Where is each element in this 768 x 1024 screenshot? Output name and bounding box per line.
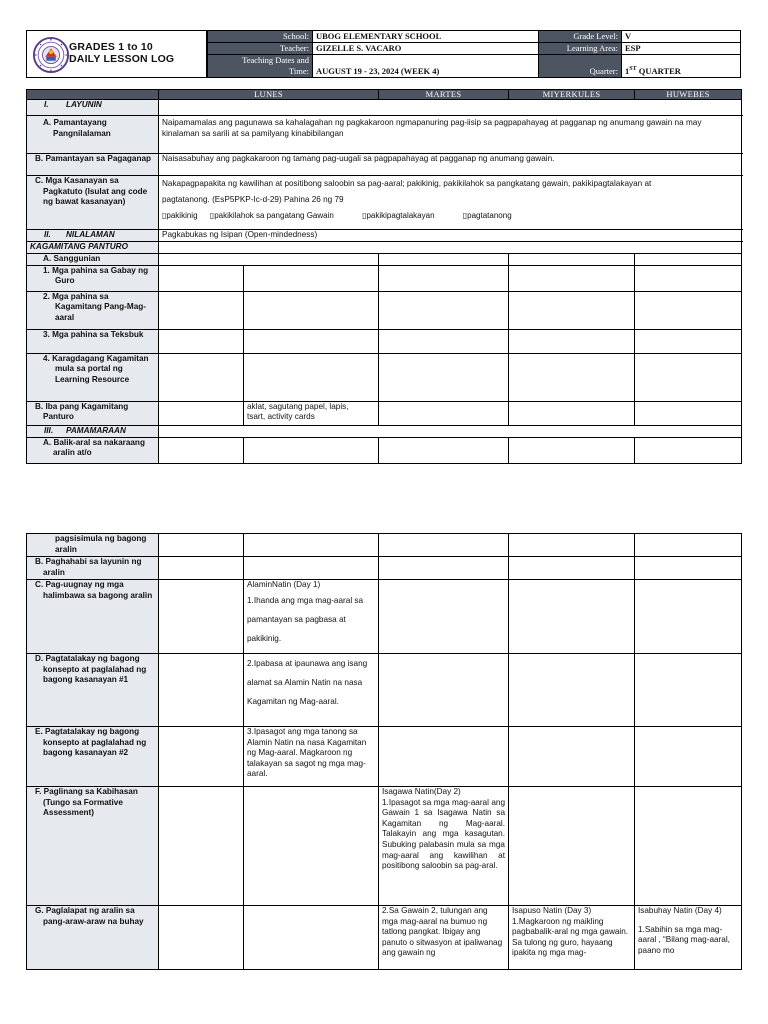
cell bbox=[159, 437, 244, 463]
cell bbox=[509, 437, 635, 463]
section-pamamaraan-row bbox=[27, 425, 742, 437]
kasanayan-sa-pagkatuto-label: C. Mga Kasanayan sa Pagkatuto (Isulat ang code ng bawat kasanayan) bbox=[27, 176, 159, 230]
kagamitang-pang-mag-aaral-label: 2. Mga pahina sa Kagamitang Pang-Mag-aaral bbox=[27, 291, 159, 329]
school-label: School: bbox=[208, 31, 313, 43]
pag-uugnay-label: C. Pag-uugnay ng mga halimbawa sa bagong aralin bbox=[27, 580, 159, 654]
kasanayan-text-1: Nakapagpapakita ng kawilihan at positibong saloobin sa pag-aaral; pakikinig, pakikilahok sa pangkatang gawain, pakikipagtalakayan at bbox=[162, 179, 652, 188]
section-layunin-roman: I. bbox=[44, 100, 49, 109]
cell bbox=[244, 265, 379, 291]
paglinang-label: F. Paglinang sa Kabihasan (Tungo sa Formative Assessment) bbox=[27, 787, 159, 906]
kasanayan-sa-pagkatuto-text bbox=[159, 176, 742, 230]
cell bbox=[159, 254, 379, 266]
cell bbox=[159, 654, 244, 727]
cell bbox=[244, 291, 379, 329]
cell bbox=[159, 265, 244, 291]
pag-uugnay-martes-1: AlaminNatin (Day 1) bbox=[247, 580, 321, 589]
day-header-lunes: LUNES bbox=[159, 90, 379, 100]
cell bbox=[159, 534, 244, 557]
pamantayang-pangnilalaman-text bbox=[159, 116, 742, 154]
cell bbox=[159, 291, 244, 329]
paglinang-row bbox=[27, 787, 742, 906]
balik-aral-label: A. Balik-aral sa nakaraang aralin at/o bbox=[27, 437, 159, 463]
lesson-log-table-page1 bbox=[26, 89, 742, 464]
teacher-value: GIZELLE S. VACARO bbox=[313, 43, 539, 55]
cell bbox=[635, 557, 742, 580]
cell bbox=[244, 353, 379, 401]
section-layunin-label: LAYUNIN bbox=[66, 100, 102, 109]
cell bbox=[635, 254, 742, 266]
option-pakikipagtalakayan: pakikipagtalakayan bbox=[366, 211, 435, 220]
gabay-ng-guro-label: 1. Mga pahina sa Gabay ng Guro bbox=[27, 265, 159, 291]
cell bbox=[244, 787, 379, 906]
cell bbox=[635, 265, 742, 291]
day-header-row bbox=[27, 90, 742, 100]
checkbox-icon: ▯ bbox=[462, 211, 468, 220]
pagtatalakay-1-row bbox=[27, 654, 742, 727]
option-pakikilahok: pakikilahok sa pangatang Gawain bbox=[214, 211, 334, 220]
cell bbox=[635, 654, 742, 727]
cell bbox=[244, 437, 379, 463]
section-nilalaman-roman: II. bbox=[44, 230, 51, 239]
cell bbox=[244, 329, 379, 353]
section-nilalaman-row bbox=[27, 230, 742, 242]
section-nilalaman-title bbox=[27, 230, 159, 242]
grade-level-value: V bbox=[622, 31, 741, 43]
cell bbox=[159, 727, 244, 787]
cell bbox=[379, 353, 509, 401]
log-title-line2: DAILY LESSON LOG bbox=[69, 53, 175, 65]
pamantayan-sa-pagaganap-row bbox=[27, 154, 742, 176]
cell bbox=[379, 534, 509, 557]
paglalapat-row bbox=[27, 906, 742, 970]
section-nilalaman-label: NILALAMAN bbox=[66, 230, 115, 239]
cell bbox=[159, 401, 244, 425]
pamantayang-pangnilalaman-label: A. Pamantayang Pangnilalaman bbox=[27, 116, 159, 154]
teaching-dates-value: AUGUST 19 - 23, 2024 (WEEK 4) bbox=[313, 55, 539, 78]
cell bbox=[379, 437, 509, 463]
section-layunin-blank bbox=[159, 100, 742, 116]
gabay-ng-guro-row bbox=[27, 265, 742, 291]
learning-area-value: ESP bbox=[622, 43, 741, 55]
paghahabi-row bbox=[27, 557, 742, 580]
pamantayan-sa-pagaganap-label: B. Pamantayan sa Pagaganap bbox=[27, 154, 159, 176]
pagtatalakay-1-label: D. Pagtatalakay ng bagong konsepto at paglalahad ng bagong kasanayan #1 bbox=[27, 654, 159, 727]
section-layunin-title bbox=[27, 100, 159, 116]
sanggunian-label: A. Sanggunian bbox=[27, 254, 159, 266]
cell bbox=[379, 580, 509, 654]
paglalapat-label: G. Paglalapat ng aralin sa pang-araw-araw na buhay bbox=[27, 906, 159, 970]
cell bbox=[509, 254, 635, 266]
quarter-word: QUARTER bbox=[636, 66, 681, 76]
teaching-dates-label-line1: Teaching Dates and bbox=[242, 55, 309, 65]
cell bbox=[509, 291, 635, 329]
lesson-log-table-page2 bbox=[26, 533, 742, 970]
iba-pang-kagamitan-row bbox=[27, 401, 742, 425]
cell bbox=[509, 787, 635, 906]
school-value: UBOG ELEMENTARY SCHOOL bbox=[313, 31, 539, 43]
kagamitang-pang-mag-aaral-row bbox=[27, 291, 742, 329]
cell bbox=[244, 906, 379, 970]
learning-area-label: Learning Area: bbox=[539, 43, 622, 55]
quarter-suffix: ST bbox=[629, 66, 637, 73]
pag-uugnay-martes bbox=[244, 580, 379, 654]
pagtatalakay-2-martes: 3.Ipasagot ang mga tanong sa Alamin Natin na nasa Kagamitan ng Mag-aaral. Magkaroon ng talakayan sa sagot ng mga mag-aaral. bbox=[244, 727, 379, 787]
pamantayan-sa-pagaganap-text: Naisasabuhay ang pagkakaroon ng tamang pag-uugali sa pagpapahayag at pagganap ng anumang gawain. bbox=[159, 154, 742, 176]
kasanayan-text-2: pagtatanong. (EsP5PKP-Ic-d-29) Pahina 26 ng 79 bbox=[162, 195, 344, 204]
teaching-dates-label bbox=[208, 55, 313, 78]
log-title-line1: GRADES 1 to 10 bbox=[69, 41, 153, 53]
balik-aral-row bbox=[27, 437, 742, 463]
cell bbox=[509, 329, 635, 353]
paglalapat-biyernes-2: 1.Sabihin sa mga mag-aaral , “Bilang mag-aaral, paano mo bbox=[638, 924, 730, 955]
day-header-miyerkules: MIYERKULES bbox=[509, 90, 635, 100]
option-pagtatanong: pagtatanong bbox=[467, 211, 512, 220]
quarter-label: Quarter: bbox=[539, 55, 622, 78]
day-header-blank bbox=[27, 90, 159, 100]
teaching-dates-label-line2: Time: bbox=[288, 66, 309, 76]
quarter-number: 1 bbox=[625, 66, 630, 76]
cell bbox=[379, 291, 509, 329]
kasanayan-sa-pagkatuto-row bbox=[27, 176, 742, 230]
checkbox-icon: ▯ bbox=[162, 211, 167, 220]
paghahabi-label: B. Paghahabi sa layunin ng aralin bbox=[27, 557, 159, 580]
learning-resource-label: 4. Karagdagang Kagamitan mula sa portal ng Learning Resource bbox=[27, 353, 159, 401]
cell bbox=[379, 654, 509, 727]
cell bbox=[509, 654, 635, 727]
cell bbox=[159, 353, 244, 401]
teksbuk-label: 3. Mga pahina sa Teksbuk bbox=[27, 329, 159, 353]
teacher-label: Teacher: bbox=[208, 43, 313, 55]
cell bbox=[509, 401, 635, 425]
pag-uugnay-row bbox=[27, 580, 742, 654]
cell bbox=[379, 401, 509, 425]
pag-uugnay-martes-2: 1.Ihanda ang mga mag-aaral sa pamantayan sa pagbasa at pakikinig. bbox=[247, 595, 364, 643]
cell bbox=[159, 329, 244, 353]
pamantayang-pangnilalaman-text-2: kinalaman sa sarili at sa pamilyang kinabibilangan bbox=[162, 128, 344, 138]
cell bbox=[635, 401, 742, 425]
pagtatalakay-2-row bbox=[27, 727, 742, 787]
section-pamamaraan-roman: III. bbox=[44, 425, 54, 435]
section-pamamaraan-title bbox=[27, 425, 159, 437]
checkbox-icon: ▯ bbox=[362, 211, 367, 220]
section-pamamaraan-label: PAMAMARAAN bbox=[66, 425, 126, 435]
cell bbox=[379, 557, 509, 580]
deped-header-box bbox=[26, 30, 207, 78]
paglalapat-biyernes-1: Isabuhay Natin (Day 4) bbox=[638, 906, 722, 915]
learning-resource-row bbox=[27, 353, 742, 401]
paglalapat-huwebes-2: 1.Magkaroon ng maikling pagbabalik-aral ng mga gawain. Sa tulong ng guro, hayaang ipakita ng mga mag- bbox=[512, 916, 629, 958]
cell bbox=[635, 353, 742, 401]
iba-pang-kagamitan-martes-1: aklat, sagutang papel, lapis, bbox=[247, 401, 349, 411]
paglalapat-huwebes-1: Isapuso Natin (Day 3) bbox=[512, 906, 592, 915]
iba-pang-kagamitan-label: B. Iba pang Kagamitang Panturo bbox=[27, 401, 159, 425]
paglalapat-huwebes bbox=[509, 906, 635, 970]
nilalaman-content: Pagkabukas ng Isipan (Open-mindedness) bbox=[159, 230, 742, 242]
cell bbox=[635, 580, 742, 654]
kasanayan-options bbox=[162, 208, 738, 224]
cell bbox=[509, 265, 635, 291]
cell bbox=[379, 265, 509, 291]
day-header-huwebes: HUWEBES bbox=[635, 90, 742, 100]
cell bbox=[509, 580, 635, 654]
section-pamamaraan-blank bbox=[159, 425, 742, 437]
cell bbox=[635, 787, 742, 906]
cell bbox=[379, 727, 509, 787]
paglinang-miyerkules-1: Isagawa Natin(Day 2) bbox=[382, 787, 461, 796]
paglalapat-biyernes bbox=[635, 906, 742, 970]
kagamitang-panturo-row bbox=[27, 242, 742, 254]
cell bbox=[635, 727, 742, 787]
balik-aral-cont-row bbox=[27, 534, 742, 557]
cell bbox=[244, 534, 379, 557]
pagtatalakay-1-martes: 2.Ipabasa at ipaunawa ang isang alamat sa Alamin Natin na nasa Kagamitan ng Mag-aaral. bbox=[244, 654, 379, 727]
sanggunian-row bbox=[27, 254, 742, 266]
cell bbox=[635, 437, 742, 463]
teksbuk-row bbox=[27, 329, 742, 353]
paglalapat-miyerkules: 2.Sa Gawain 2, tulungan ang mga mag-aaral na bumuo ng tatlong pangkat. Ibigay ang panuto o sitwasyon at ipaliwanag ang gawain ng bbox=[379, 906, 509, 970]
cell bbox=[379, 254, 509, 266]
kagamitang-panturo-blank bbox=[159, 242, 742, 254]
cell bbox=[509, 727, 635, 787]
paglinang-miyerkules bbox=[379, 787, 509, 906]
iba-pang-kagamitan-martes-2: tsart, activity cards bbox=[247, 412, 315, 422]
cell bbox=[159, 580, 244, 654]
deped-seal-icon bbox=[32, 36, 70, 74]
grade-level-label: Grade Level: bbox=[539, 31, 622, 43]
log-title bbox=[69, 41, 174, 65]
cell bbox=[635, 329, 742, 353]
cell bbox=[635, 291, 742, 329]
cell bbox=[159, 787, 244, 906]
cell bbox=[509, 534, 635, 557]
kagamitang-panturo-title: KAGAMITANG PANTURO bbox=[27, 242, 159, 254]
cell bbox=[379, 329, 509, 353]
cell bbox=[244, 557, 379, 580]
pamantayang-pangnilalaman-row bbox=[27, 116, 742, 154]
header-info-table bbox=[207, 30, 741, 78]
pamantayang-pangnilalaman-text-1: Naipamamalas ang pagunawa sa kahalagahan ng pagkakaroon ngmapanuring pag-iisip sa pagpapahayag at pagganap ng anumang gawain na may bbox=[162, 118, 702, 127]
paglinang-miyerkules-2: 1.Ipasagot sa mga mag-aaral ang Gawain 1 sa Isagawa Natin sa Kagamitan ng Mag-aaral. Talakayin ang mga kasagutan. Subuking palabasin mula sa mga mag-aaral ang kawilihan at positibong saloobin sa pag-aral. bbox=[382, 797, 505, 871]
cell bbox=[509, 353, 635, 401]
cell bbox=[509, 557, 635, 580]
checkbox-icon: ▯ bbox=[209, 211, 215, 220]
cell bbox=[159, 557, 244, 580]
pagtatalakay-2-label: E. Pagtatalakay ng bagong konsepto at paglalahad ng bagong kasanayan #2 bbox=[27, 727, 159, 787]
option-pakikinig: pakikinig bbox=[166, 211, 198, 220]
day-header-martes: MARTES bbox=[379, 90, 509, 100]
iba-pang-kagamitan-martes bbox=[244, 401, 379, 425]
section-layunin-row bbox=[27, 100, 742, 116]
cell bbox=[635, 534, 742, 557]
cell bbox=[159, 906, 244, 970]
quarter-value bbox=[622, 55, 741, 78]
balik-aral-label-cont: pagsisimula ng bagong aralin bbox=[27, 534, 159, 557]
